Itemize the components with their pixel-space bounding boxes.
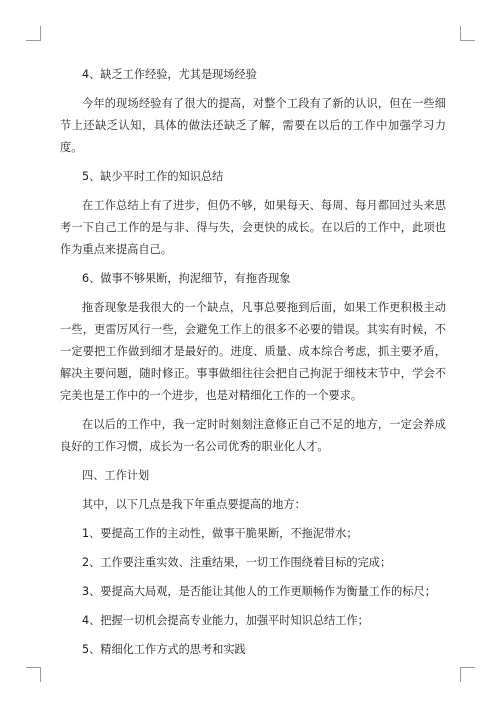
document-body [60,64,446,661]
heading-item-4: 4、缺乏工作经验，尤其是现场经验 [82,68,257,81]
paragraph-item-5: 在工作总结上有了进步，但仍不够，如果每天、每周、每月都回过头来思考一下自己工作的是与非、得与失，会更快的成长。在以后的工作中，此项也作为重点来提高自己。 [60,199,446,256]
crop-mark-bottom-right [460,667,475,682]
paragraph-item-6: 拖沓现象是我很大的一个缺点，凡事总要拖到后面，如果工作更积极主动一些，更雷厉风行一些，会避免工作上的很多不必要的错误。其实有时候，不一定要把工作做到细才是最好的。进度、质量、成本综合考虑，抓主要矛盾，解决主要问题，随时修正。事事做细往往会把自己拘泥于细枝末节中，学会不完美也是工作中的一个进步，也是对精细化工作的一个要求。 [60,301,446,402]
plan-item-2: 2、工作要注重实效、注重结果，一切工作围绕着目标的完成； [82,556,392,569]
paragraph-item-4: 今年的现场经验有了很大的提高，对整个工段有了新的认识，但在一些细节上还缺乏认知，具体的做法还缺乏了解，需要在以后的工作中加强学习力度。 [60,97,446,154]
heading-item-5: 5、缺少平时工作的知识总结 [82,170,224,183]
plan-item-4: 4、把握一切机会提高专业能力，加强平时知识总结工作； [82,614,369,627]
plan-item-1: 1、要提高工作的主动性，做事干脆果断，不拖泥带水； [82,527,358,540]
plan-item-3: 3、要提高大局观，是否能让其他人的工作更顺畅作为衡量工作的标尺； [82,585,436,598]
plan-item-5: 5、精细化工作方式的思考和实践 [82,643,246,656]
section-heading-plan: 四、工作计划 [82,469,150,482]
crop-mark-bottom-left [26,667,41,682]
plan-intro: 其中，以下几点是我下年重点要提高的地方： [82,498,306,511]
crop-mark-top-right [460,26,475,41]
heading-item-6: 6、做事不够果断，拘泥细节，有拖沓现象 [82,272,291,285]
paragraph-conclusion: 在以后的工作中，我一定时时刻刻注意修正自己不足的地方，一定会养成良好的工作习惯，成长为一名公司优秀的职业化人才。 [60,418,446,453]
crop-mark-top-left [26,26,41,41]
